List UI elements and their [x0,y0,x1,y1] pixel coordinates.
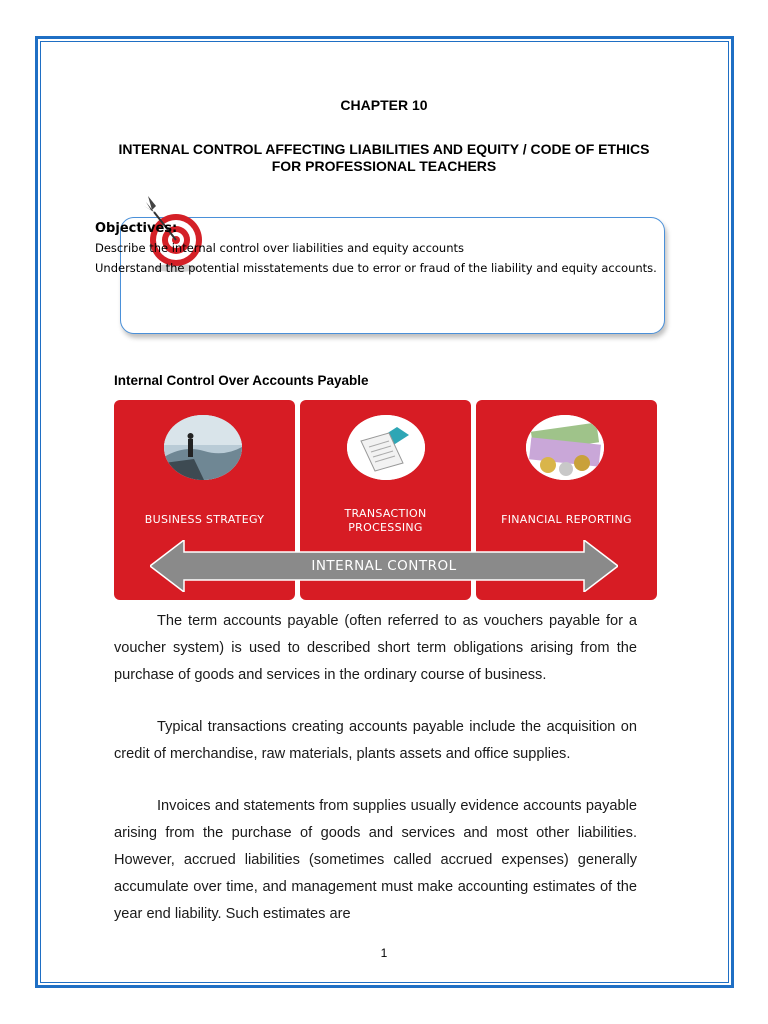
objective-item: Understand the potential misstatements due to error or fraud of the liability and equity accounts. [95,261,657,275]
currency-banknotes-icon [526,415,604,480]
section-heading: Internal Control Over Accounts Payable [114,373,369,388]
body-paragraph: Typical transactions creating accounts payable include the acquisition on credit of merchandise, raw materials, plants assets and office supplies. [114,719,637,762]
page-number: 1 [380,946,388,960]
objective-item: Describe the internal control over liabilities and equity accounts [95,241,464,255]
body-paragraph: Invoices and statements from supplies usually evidence accounts payable arising from the purchase of goods and services and most other liabilities. However, accrued liabilities (sometimes called accrued expenses) generally accumulate over time, and management must make accounting estimates of the year end liability. Such estimates are [114,798,637,922]
chapter-number: CHAPTER 10 [340,97,428,113]
arrow-label: INTERNAL CONTROL [311,558,457,574]
panel-label: FINANCIAL REPORTING [501,513,632,526]
panel-label: BUSINESS STRATEGY [144,513,265,526]
objectives-heading: Objectives: [95,221,178,236]
chapter-title: INTERNAL CONTROL AFFECTING LIABILITIES AND EQUITY / CODE OF ETHICS FOR PROFESSIONAL TEACHERS [118,141,650,174]
businessman-on-cliff-icon [164,415,242,480]
panel-label: TRANSACTION PROCESSING [344,507,427,534]
body-paragraph: The term accounts payable (often referred to as vouchers payable for a voucher system) is used to described short term obligations arising from the purchase of goods and services in the ordinary course of business. [114,613,637,683]
invoice-document-icon [347,415,425,480]
